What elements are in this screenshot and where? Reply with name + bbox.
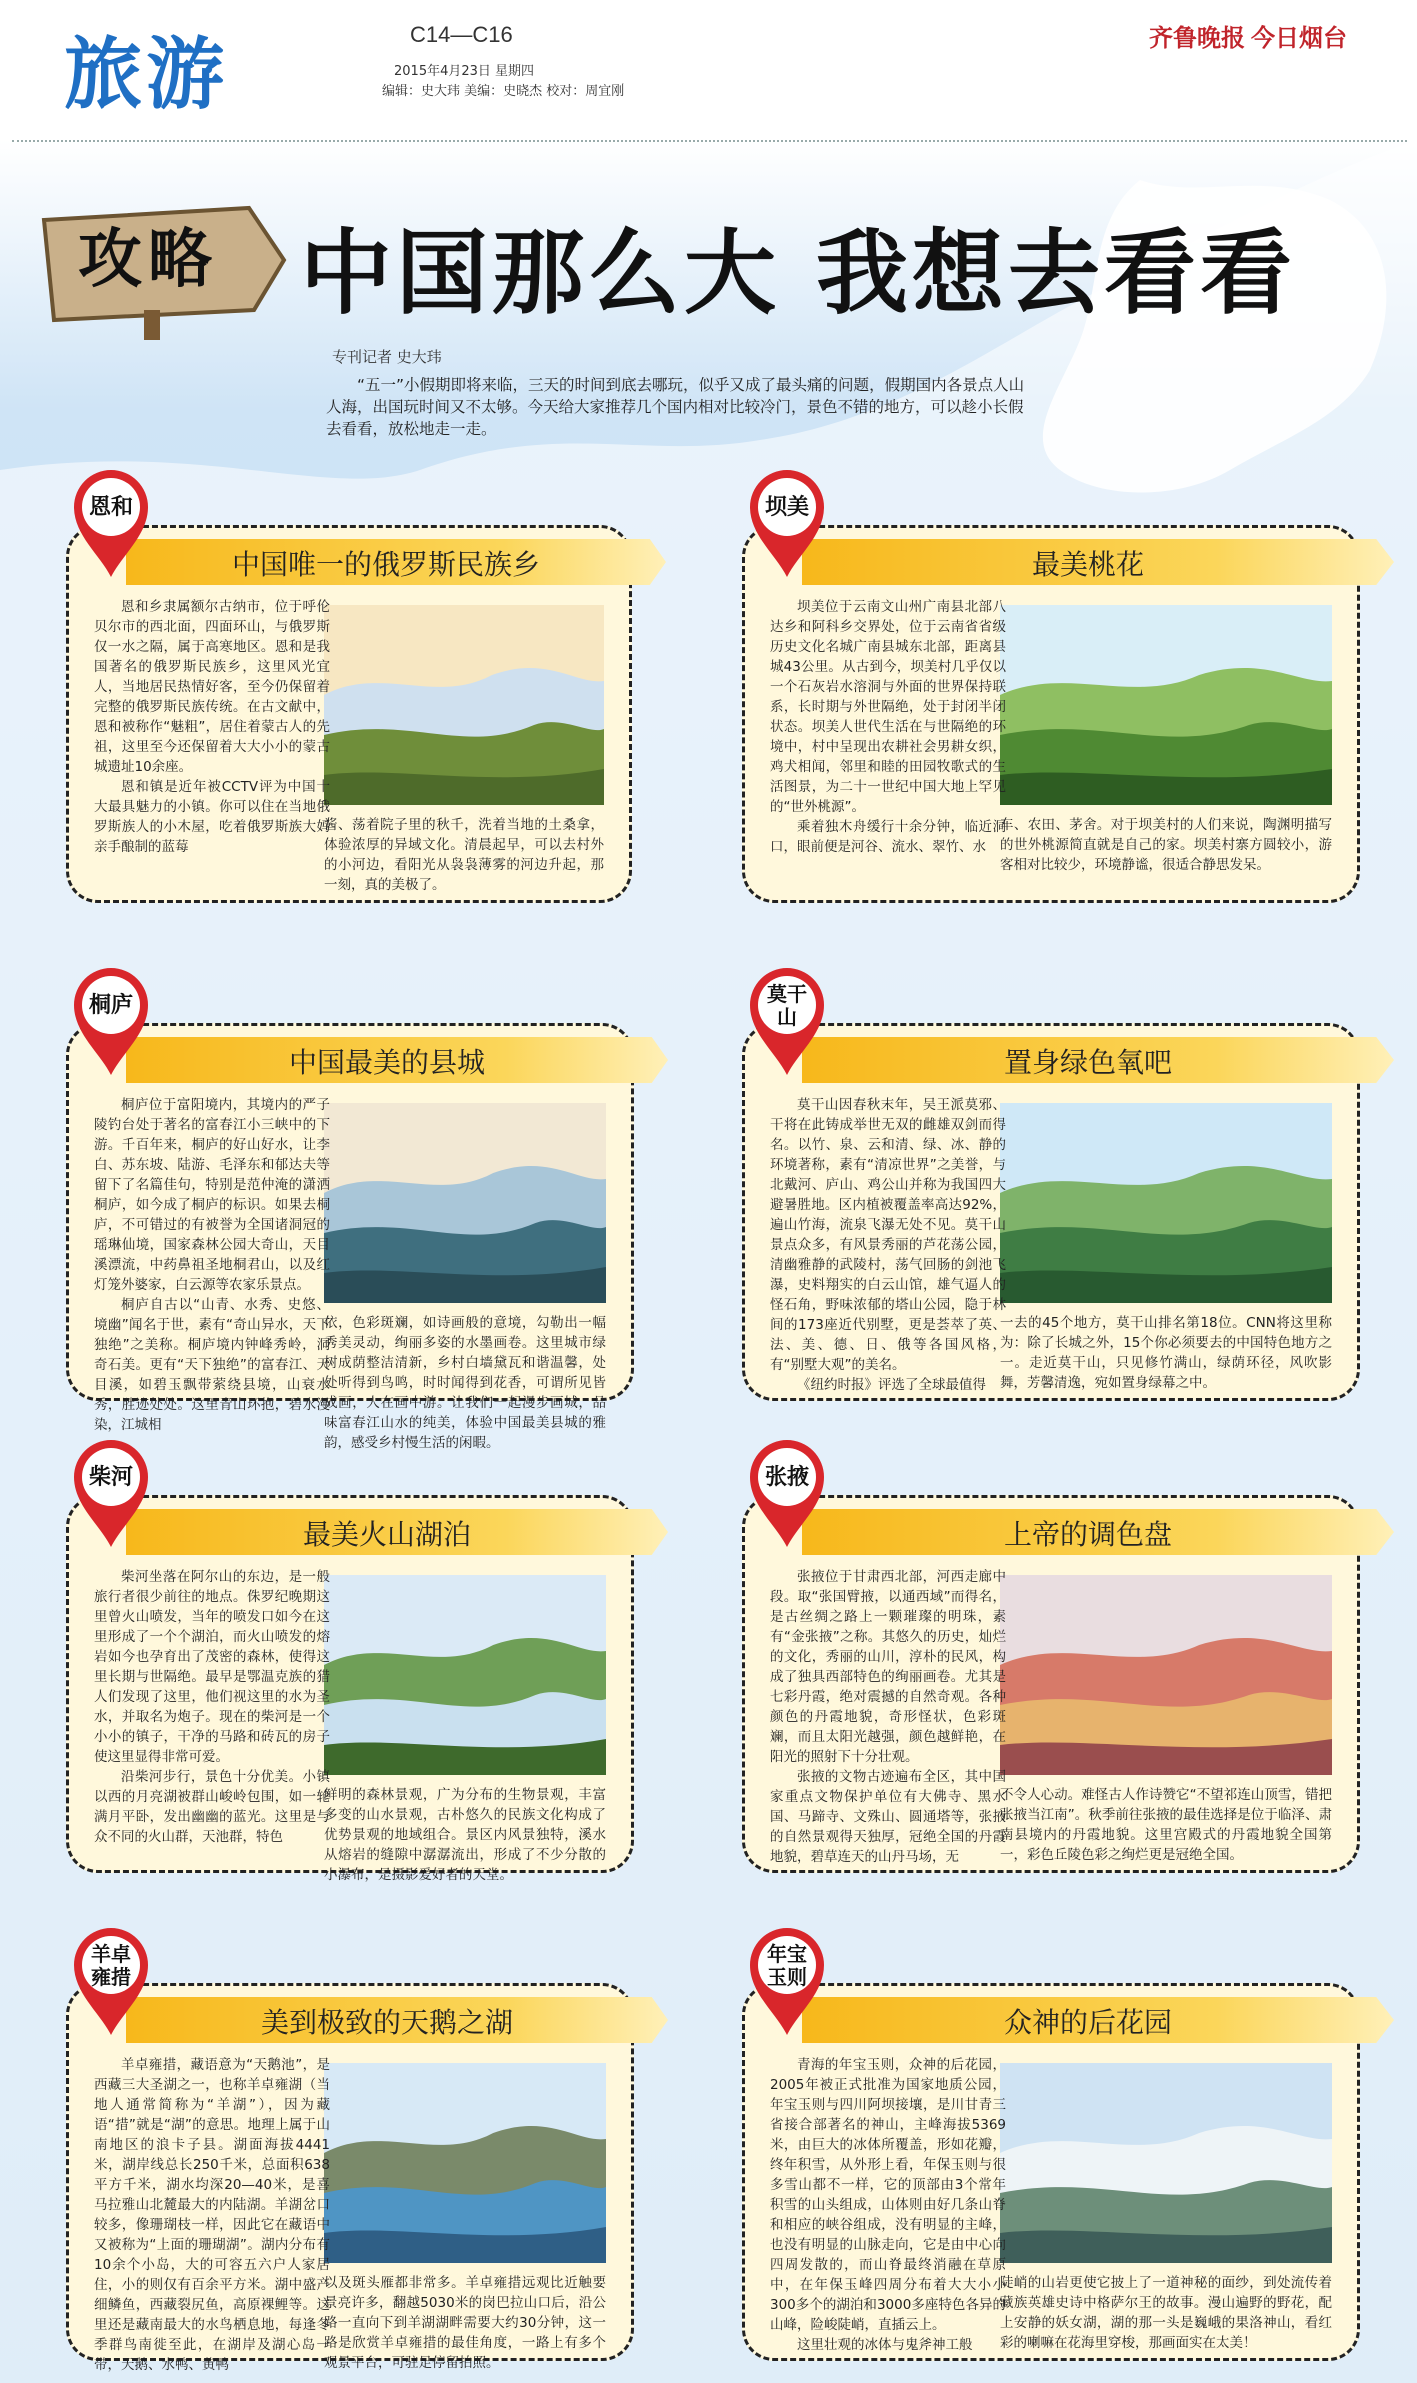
map-pin-icon: [70, 963, 152, 1078]
map-pin-icon: [70, 465, 152, 580]
article-text-right: [1000, 815, 1332, 877]
article-text-left: [94, 1095, 330, 1433]
article-title: 最美桃花: [1031, 548, 1144, 581]
paragraph: 柴河坐落在阿尔山的东边，是一般旅行者很少前往的地点。侏罗纪晚期这里曾火山喷发，当年的喷发口如今在这里形成了一个个湖泊，而火山喷发的熔岩如今也孕育出了茂密的森林，使得这里长期与世隔绝。最早是鄂温克族的猎人们发现了这里，他们视这里的水为圣水，并取名为炮子。现在的柴河是一个小小的镇子，干净的马路和砖瓦的房子使这里显得非常可爱。: [94, 1569, 330, 1765]
place-name: 坝美: [764, 495, 809, 520]
issue-date: 2015年4月23日 星期四: [394, 64, 535, 79]
article-photo: [324, 2063, 606, 2263]
article-title: 美到极致的天鹅之湖: [260, 2006, 513, 2039]
paragraph: 恩和乡隶属额尔古纳市，位于呼伦贝尔市的西北面，四面环山，与俄罗斯仅一水之隔，属于高寒地区。恩和是我国著名的俄罗斯民族乡，这里风光宜人，当地居民热情好客，至今仍保留着完整的俄罗斯民族传统。在古文献中，恩和被称作“魅粗”，居住着蒙古人的先祖，这里至今还保留着大大小小的蒙古城遗址10余座。: [94, 599, 330, 775]
newspaper-masthead: [1149, 18, 1347, 53]
article-photo: [1000, 1575, 1332, 1775]
newspaper-edition: 今日烟台: [1251, 24, 1347, 52]
editor-credits: 编辑：史大玮 美编：史晓杰 校对：周宜刚: [382, 84, 625, 99]
paragraph: 张掖位于甘肃西北部，河西走廊中段。取“张国臂掖，以通西域”而得名，是古丝绸之路上一颗璀璨的明珠，素有“金张掖”之称。其悠久的历史，灿烂的文化，秀丽的山川，淳朴的民风，构成了独具西部特色的绚丽画卷。尤其是七彩丹霞，绝对震撼的自然奇观。各种颜色的丹霞地貌，奇形怪状，色彩斑斓，而且太阳光越强，颜色越鲜艳，在阳光的照射下十分壮观。: [770, 1569, 1006, 1765]
place-name: 恩和: [88, 495, 133, 520]
article-title: 上帝的调色盘: [1003, 1518, 1172, 1551]
article-text-left: [94, 1567, 330, 1849]
article-text-right: [324, 815, 604, 893]
article-photo: [324, 1103, 606, 1303]
paragraph: 依，色彩斑斓，如诗画般的意境，勾勒出一幅秀美灵动，绚丽多姿的水墨画卷。这里城市绿树成荫整洁清新，乡村白墙黛瓦和谐温馨，处处听得到鸟鸣，时时闻得到花香，可谓所见皆成画，人在画中游。让我们一起漫步画城，品味富春江山水的纯美，体验中国最美县城的雅韵，感受乡村慢生活的闲暇。: [324, 1315, 606, 1451]
article-title: 置身绿色氧吧: [1003, 1046, 1172, 1079]
place-name: 柴河: [88, 1465, 133, 1490]
paragraph: 乘着独木舟缓行十余分钟，临近洞口，眼前便是河谷、流水、翠竹、水: [770, 819, 1006, 855]
map-pin-icon: [70, 1435, 152, 1550]
paragraph: 酱、荡着院子里的秋千，洗着当地的土桑拿，体验浓厚的异域文化。清晨起早，可以去村外的小河边，看阳光从袅袅薄雾的河边升起，那一刻，真的美极了。: [324, 817, 604, 893]
article-text-right: [324, 1785, 606, 1883]
place-name: 桐庐: [88, 993, 133, 1018]
newspaper-name: 齐鲁晚报: [1149, 24, 1245, 52]
paragraph: 沿柴河步行，景色十分优美。小镇以西的月亮湖被群山峻岭包围，如一轮满月平卧，发出幽幽的蓝光。这里是与众不同的火山群，天池群，特色: [94, 1769, 330, 1845]
paragraph: 桐庐自古以“山青、水秀、史悠、境幽”闻名于世，素有“奇山异水，天下独绝”之美称。桐庐境内钟峰秀岭，洞奇石美。更有“天下独绝”的富春江、天目溪，如碧玉飘带萦绕县境，山衰水秀，胜迹处处。这里青山环抱，碧水漫染，江城相: [94, 1297, 330, 1433]
article-photo: [1000, 605, 1332, 805]
article-text-right: [1000, 2273, 1332, 2351]
place-name: 张掖: [764, 1465, 809, 1490]
article-title: 众神的后花园: [1003, 2006, 1172, 2039]
article-photo: [324, 1575, 606, 1775]
section-title: 旅游: [64, 30, 229, 120]
map-pin-icon: [746, 1435, 828, 1550]
paragraph: 一去的45个地方，莫干山排名第18位。CNN将这里称为：除了长城之外，15个你必须要去的中国特色地方之一。走近莫干山，只见修竹满山，绿荫环径，风吹影舞，芳馨清逸，宛如置身绿幕之中。: [1000, 1315, 1332, 1391]
article-text-right: [324, 2273, 606, 2371]
article-title: 中国最美的县城: [288, 1046, 485, 1079]
article-text-right: [1000, 1313, 1332, 1391]
article-text-left: [94, 597, 330, 879]
article-text-left: [770, 2055, 1006, 2353]
article-title: 中国唯一的俄罗斯民族乡: [231, 548, 540, 581]
paragraph: 羊卓雍措，藏语意为“天鹅池”，是西藏三大圣湖之一，也称羊卓雍湖（当地人通常简称为“羊湖”），因为藏语“措”就是“湖”的意思。地理上属于山南地区的浪卡子县。湖面海拔4441米，湖岸线总长250千米，总面积638平方千米，湖水均深20—40米，是喜马拉雅山北麓最大的内陆湖。羊湖岔口较多，像珊瑚枝一样，因此它在藏语中又被称为“上面的珊瑚湖”。湖内分布有10余个小岛，大的可容五六户人家居住，小的则仅有百余平方米。湖中盛产细鳞鱼，西藏裂尻鱼，高原裸鲤等。这里还是藏南最大的水鸟栖息地，每逢冬季群鸟南徙至此，在湖岸及湖心岛一带，天鹅、水鸭、黄鸭: [94, 2057, 330, 2373]
paragraph: 不令人心动。难怪古人作诗赞它“不望祁连山顶雪，错把张掖当江南”。秋季前往张掖的最佳选择是位于临泽、肃南县境内的丹霞地貌。这里宫殿式的丹霞地貌全国第一，彩色丘陵色彩之绚烂更是冠绝全国。: [1000, 1787, 1332, 1863]
place-name: 莫干山: [767, 982, 807, 1029]
paragraph: 鲜明的森林景观，广为分布的生物景观，丰富多变的山水景观，古朴悠久的民族文化构成了优势景观的地域组合。景区内风景独特，溪水从熔岩的缝隙中潺潺流出，形成了不少分散的小瀑布，是摄影爱好者的天堂。: [324, 1787, 606, 1883]
guide-tag: 攻略: [78, 223, 218, 297]
place-name: 年宝玉则: [767, 1942, 807, 1989]
paragraph: 张掖的文物古迹遍布全区，其中国家重点文物保护单位有大佛寺、黑水国、马蹄寺、文殊山、圆通塔等，张掖的自然景观得天独厚，冠绝全国的丹霞地貌，碧草连天的山丹马场，无: [770, 1769, 1006, 1865]
map-pin-icon: [746, 465, 828, 580]
place-name: 羊卓雍措: [91, 1942, 131, 1989]
article-text-left: [94, 2055, 330, 2373]
article-text-left: [770, 1567, 1006, 1865]
article-text-right: [324, 1313, 606, 1451]
article-title: 最美火山湖泊: [302, 1518, 471, 1551]
paragraph: 恩和镇是近年被CCTV评为中国十大最具魅力的小镇。你可以住在当地俄罗斯族人的小木屋，吃着俄罗斯族大妈亲手酿制的蓝莓: [94, 779, 330, 855]
intro-paragraph: “五一”小假期即将来临，三天的时间到底去哪玩，似乎又成了最头痛的问题，假期国内各景点人山人海，出国玩时间又不太够。今天给大家推荐几个国内相对比较冷门，景色不错的地方，可以趁小长假去看看，放松地走一走。: [326, 376, 1025, 438]
paragraph: 车、农田、茅舍。对于坝美村的人们来说，陶渊明描写的世外桃源简直就是自己的家。坝美村寨方圆较小，游客相对比较少，环境静谧，很适合静思发呆。: [1000, 817, 1332, 873]
article-text-right: [1000, 1785, 1332, 1863]
article-photo: [1000, 1103, 1332, 1303]
paragraph: 以及斑头雁都非常多。羊卓雍措远观比近触要景亮许多，翻越5030米的岗巴拉山口后，沿公路一直向下到羊湖湖畔需要大约30分钟，这一路是欣赏羊卓雍措的最佳角度，一路上有多个观景平台，可驻足停留拍照。: [324, 2275, 606, 2371]
paragraph: 《纽约时报》评选了全球最值得: [797, 1377, 986, 1393]
paragraph: 陡峭的山岩更使它披上了一道神秘的面纱，到处流传着藏族英雄史诗中格萨尔王的故事。漫山遍野的野花，配上安静的妖女湖，湖的那一头是巍峨的果洛神山，看红彩的喇嘛在花海里穿梭，那画面实在太美！: [1000, 2275, 1332, 2351]
byline: 专刊记者 史大玮: [332, 348, 442, 366]
paragraph: 桐庐位于富阳境内，其境内的严子陵钓台处于著名的富春江小三峡中的下游。千百年来，桐庐的好山好水，让李白、苏东坡、陆游、毛泽东和郁达夫等留下了名篇佳句，特别是范仲淹的潇洒桐庐，如今成了桐庐的标识。如果去桐庐，不可错过的有被誉为全国诸洞冠的瑶琳仙境，国家森林公园大奇山，天目溪漂流，中药鼻祖圣地桐君山，以及红灯笼外婆家，白云源等农家乐景点。: [94, 1097, 330, 1293]
header-divider: [12, 140, 1407, 142]
article-photo: [1000, 2063, 1332, 2263]
paragraph: 这里壮观的冰体与鬼斧神工般: [797, 2337, 973, 2353]
page-headline: 中国那么大 我想去看看: [300, 220, 1297, 327]
paragraph: 坝美位于云南文山州广南县北部八达乡和阿科乡交界处，位于云南省省级历史文化名城广南县城东北部，距离县城43公里。从古到今，坝美村几乎仅以一个石灰岩水溶洞与外面的世界保持联系，长时期与外世隔绝，处于封闭半闭状态。坝美人世代生活在与世隔绝的环境中，村中呈现出农耕社会男耕女织，鸡犬相闻，邻里和睦的田园牧歌式的生活图景，为二十一世纪中国大地上罕见的“世外桃源”。: [770, 599, 1006, 815]
article-photo: [324, 605, 604, 805]
article-text-left: [770, 1095, 1006, 1393]
page-range: C14—C16: [410, 22, 513, 47]
article-text-left: [770, 597, 1006, 879]
paragraph: 青海的年宝玉则，众神的后花园，2005年被正式批准为国家地质公园，年宝玉则与四川阿坝接壤，是川甘青三省接合部著名的神山，主峰海拔5369米，由巨大的冰体所覆盖，形如花瓣，终年积雪，从外形上看，年保玉则与很多雪山都不一样，它的顶部由3个常年积雪的山头组成，山体则由好几条山脊和相应的峡谷组成，没有明显的主峰，也没有明显的山脉走向，它是由中心向四周发散的，而山脊最终消融在草原中，在年保玉峰四周分布着大大小小300多个的湖泊和3000多座特色各异的山峰，险峻陡峭，直插云上。: [770, 2057, 1006, 2333]
paragraph: 莫干山因春秋末年，吴王派莫邪、干将在此铸成举世无双的雌雄双剑而得名。以竹、泉、云和清、绿、冰、静的环境著称，素有“清凉世界”之美誉，与北戴河、庐山、鸡公山并称为我国四大避暑胜地。区内植被覆盖率高达92%，遍山竹海，流泉飞瀑无处不见。莫干山景点众多，有风景秀丽的芦花荡公园，清幽雅静的武陵村，荡气回肠的剑池飞瀑，史料翔实的白云山馆，雄气逼人的怪石角，野味浓郁的塔山公园，隐于林间的173座近代别墅，更是荟萃了英、法、美、德、日、俄等各国风格，有“别墅大观”的美名。: [770, 1097, 1006, 1373]
